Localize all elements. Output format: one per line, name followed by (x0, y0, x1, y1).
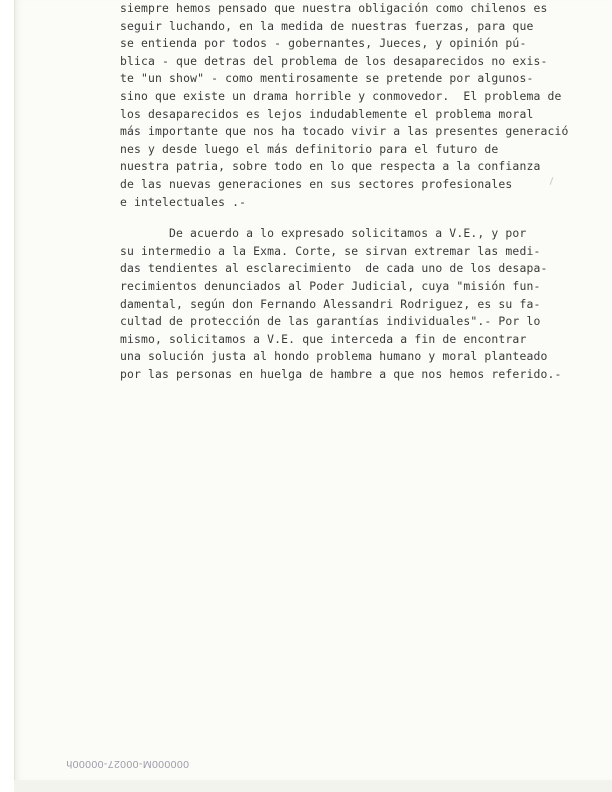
text-line: te "un show" - como mentirosamente se pretende por algunos- (120, 71, 534, 86)
text-line: e intelectuales .- (120, 194, 247, 209)
text-line: das tendientes al esclarecimiento de cada uno de los desapa- (120, 261, 548, 276)
text-line: se entienda por todos - gobernantes, Jueces, y opinión pú- (120, 36, 527, 51)
text-line: damental, según don Fernando Alessandri Rodriguez, es su fa- (120, 296, 541, 311)
text-line: De acuerdo a lo expresado solicitamos a V.E., y por (169, 226, 527, 241)
paragraph-gap (120, 211, 600, 225)
text-line: cultad de protección de las garantías individuales".- Por lo (120, 314, 541, 329)
text-line: por las personas en huelga de hambre a que nos hemos referido.- (120, 366, 562, 381)
text-line: de las nuevas generaciones en sus sectores profesionales (120, 176, 513, 191)
text-line: nes y desde luego el más definitorio para el futuro de (120, 141, 499, 156)
page-bottom-edge (14, 780, 612, 792)
paragraph-1 (120, 0, 600, 211)
text-line: mismo, solicitamos a V.E. que interceda a fin de encontrar (120, 331, 527, 346)
paragraph-2 (120, 225, 600, 383)
text-line: nuestra patria, sobre todo en lo que respecta a la confianza (120, 159, 541, 174)
text-line: más importante que nos ha tocado vivir a las presentes generació (120, 124, 569, 139)
text-line: siempre hemos pensado que nuestra obligación como chilenos es (120, 1, 548, 15)
text-line: sino que existe un drama horrible y conmovedor. El problema de (120, 88, 562, 103)
typewritten-text (120, 0, 600, 383)
text-line: seguir luchando, en la medida de nuestras fuerzas, para que (120, 18, 534, 33)
text-line: recimientos denunciados al Poder Judicial, cuya "misión fun- (120, 278, 541, 293)
text-line: blica - que detras del problema de los desaparecidos no exis- (120, 53, 548, 68)
text-line: su intermedio a la Exma. Corte, se sirvan extremar las medi- (120, 243, 541, 258)
text-line: una solución justa al hondo problema humano y moral planteado (120, 349, 548, 364)
text-line: los desaparecidos es lejos indudablemente el problema moral (120, 106, 534, 121)
archive-code-stamp: 000000M-00027-00000h (66, 758, 190, 770)
